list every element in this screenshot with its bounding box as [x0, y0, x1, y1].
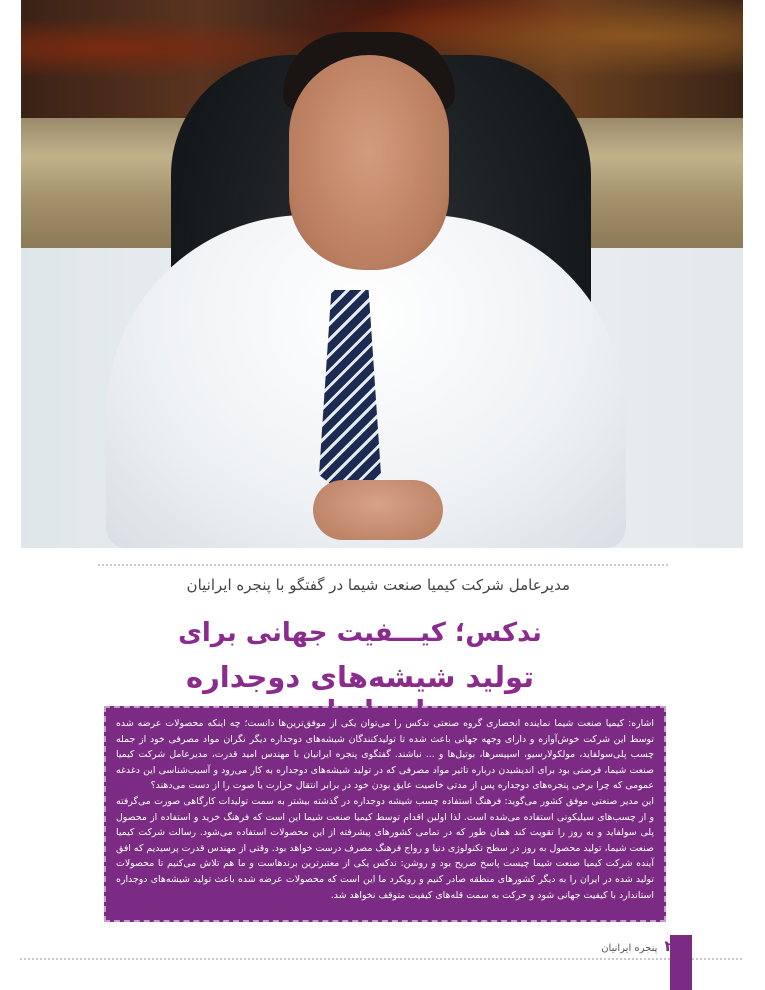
intro-box — [104, 706, 666, 922]
clasped-hands — [313, 480, 443, 540]
intro-paragraph: اشاره: کیمیا صنعت شیما نماینده انحصاری گروه صنعتی ندکس را می‌توان یکی از موفق‌ترین‌ها دانست؛ چه اینکه محصولات عرضه شده توسط این شرکت خوش‌آوازه و دارای وجهه جهانی باعث شده تا تولیدکنندگان شیشه‌های دوجداره دیگر نگران مواد مصرفی خود از جمله چسب پلی‌سولفاید، مولکولارسیو، اسپیسرها، بوتیل‌ها و ... نباشند. گفتگوی پنجره ایرانیان با مهندس امید قدرت، مدیرعامل شرکت کیمیا صنعت شیما، فرصتی بود برای اندیشیدن درباره تاثیر مواد مصرفی که در تولید شیشه‌های دوجداره به کار می‌رود و آسیب‌شناسی این دغدغه عمومی که چرا برخی پنجره‌های دوجداره پس از مدتی خاصیت عایق بودن خود در برابر انتقال حرارت یا صوت را از دست می‌دهند؟ — [116, 718, 654, 792]
body-paragraph: این مدیر صنعتی موفق کشور می‌گوید: فرهنگ استفاده چسب شیشه دوجداره در گذشته بیشتر به سمت تولیدات کارگاهی صورت می‌گرفته و از چسب‌های سیلیکونی استفاده می‌شده است. لذا اولین اقدام توسط کیمیا صنعت شیما این است که فرهنگ خرید و استفاده از محصول پلی سولفاید و به روز را تقویت کند همان طور که در تمامی کشورهای پیشرفته از این محصولات استفاده می‌شود. رسالت شرکت کیمیا صنعت شیما، تولید محصول به روز در سطح تکنولوژی دنیا و رواج فرهنگ مصرف درست خواهد بود. وقتی از مهندس قدرت پرسیدیم که افق آینده شرکت کیمیا صنعت شیما چیست پاسخ صریح بود و روشن: ندکس یکی از معتبرترین برندهاست و ما هم تلاش می‌کنیم تا محصولات تولید شده در ایران را به دیگر کشورهای منطقه صادر کنیم و رویکرد ما این است که محصولات عرضه شده باعث تولید شیشه‌های دوجداره استاندارد با کیفیت جهانی شود و حرکت به سمت قله‌های کیفیت متوقف نخواهد شد. — [116, 795, 654, 901]
page-footer — [600, 936, 692, 956]
divider-top — [98, 564, 668, 566]
footer-divider — [20, 958, 742, 960]
page-number: ۲۵۰ — [664, 937, 692, 955]
magazine-name: پنجره ایرانیان — [601, 943, 658, 954]
article-title-line2: تولید شیشه‌های دوجداره — [185, 660, 535, 694]
article-title-line1: ندکس؛ کیـــفیت جهانی برای — [178, 618, 542, 648]
face — [289, 55, 449, 270]
portrait-photo — [21, 0, 743, 548]
article-subtitle: مدیرعامل شرکت کیمیا صنعت شیما در گفتگو با پنجره ایرانیان — [186, 576, 570, 594]
